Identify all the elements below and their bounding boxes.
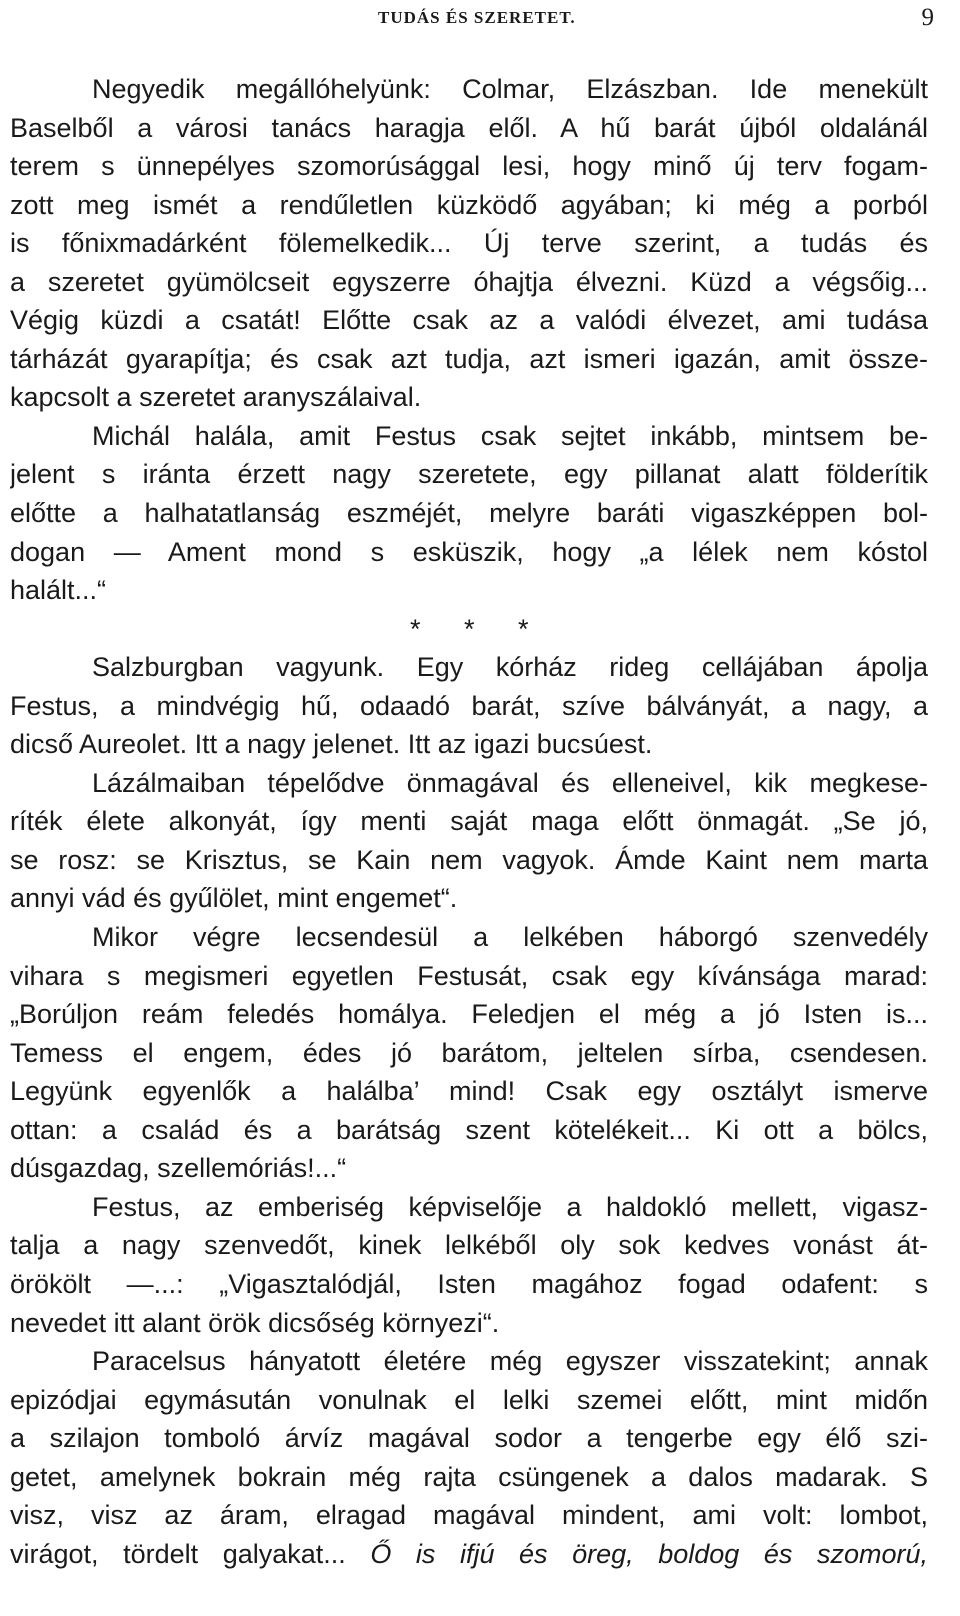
text-line: ríték élete alkonyát, így menti saját maga előtt önmagát. „Se jó, — [10, 806, 928, 837]
text-line: Legyünk egyenlők a halálba’ mind! Csak egy osztályt ismerve — [10, 1076, 928, 1107]
text-line: dúsgazdag, szellemóriás!...“ — [10, 1153, 347, 1184]
text-line: halált...“ — [10, 575, 107, 606]
text-line: se rosz: se Krisztus, se Kain nem vagyok. Ámde Kaint nem marta — [10, 844, 928, 875]
final-text-line — [10, 1535, 928, 1574]
text-line: tárházát gyarapítja; és csak azt tudja, azt ismeri igazán, amit össze- — [10, 343, 928, 374]
text-line: Lázálmaiban tépelődve önmagával és elleneivel, kik megkese- — [92, 767, 928, 798]
text-line: terem s ünnepélyes szomorúsággal lesi, hogy minő új terv fogam- — [10, 151, 928, 182]
text-line: Mikor végre lecsendesül a lelkében háborgó szenvedély — [92, 922, 928, 953]
text-line: Végig küzdi a csatát! Előtte csak az a valódi élvezet, ami tudása — [10, 305, 928, 336]
running-header — [0, 6, 960, 36]
section-separator: * * * — [410, 613, 547, 644]
final-line-plain: virágot, tördelt galyakat... — [10, 1538, 346, 1569]
text-line: dicső Aureolet. Itt a nagy jelenet. Itt az igazi bucsúest. — [10, 729, 653, 760]
text-line: kapcsolt a szeretet aranyszálaival. — [10, 382, 422, 413]
text-line: vihara s megismeri egyetlen Festusát, csak egy kívánsága marad: — [10, 960, 928, 991]
running-title: TUDÁS ÉS SZERETET. — [378, 8, 576, 27]
text-line: jelent s iránta érzett nagy szeretete, egy pillanat alatt földerítik — [10, 459, 928, 490]
text-line: annyi vád és gyűlölet, mint engemet“. — [10, 883, 458, 914]
text-line: visz, visz az áram, elragad magával mindent, ami volt: lombot, — [10, 1500, 928, 1531]
text-line: Temess el engem, édes jó barátom, jeltelen sírba, csendesen. — [10, 1037, 928, 1068]
text-line: nevedet itt alant örök dicsőség környezi“. — [10, 1307, 500, 1338]
text-line: a szilajon tomboló árvíz magával sodor a tengerbe egy élő szi- — [10, 1423, 928, 1454]
text-line: Negyedik megállóhelyünk: Colmar, Elzászban. Ide menekült — [92, 74, 928, 104]
text-line: „Borúljon reám feledés homálya. Feledjen el még a jó Isten is... — [10, 999, 928, 1030]
text-line: getet, amelynek bokrain még rajta csüngenek a dalos madarak. S — [10, 1461, 928, 1492]
text-line: Baselből a városi tanács haragja elől. A hű barát újból oldalánál — [10, 112, 928, 143]
text-line: Festus, a mindvégig hű, odaadó barát, szíve bálványát, a nagy, a — [10, 690, 928, 721]
text-line: előtte a halhatatlanság eszméjét, melyre baráti vigaszképpen bol- — [10, 498, 928, 529]
text-line: a szeretet gyümölcseit egyszerre óhajtja élvezni. Küzd a végsőig... — [10, 266, 928, 297]
text-line: Salzburgban vagyunk. Egy kórház rideg cellájában ápolja — [92, 652, 928, 683]
page-number: 9 — [921, 4, 934, 31]
text-line: talja a nagy szenvedőt, kinek lelkéből oly sok kedves vonást át- — [10, 1230, 928, 1261]
text-line: epizódjai egymásután vonulnak el lelki szemei előtt, mint midőn — [10, 1384, 928, 1415]
text-line: ottan: a család és a barátság szent kötelékeit... Ki ott a bölcs, — [10, 1114, 928, 1145]
text-line: Festus, az emberiség képviselője a haldokló mellett, vigasz- — [92, 1191, 928, 1222]
text-line: is főnixmadárként fölemelkedik... Új terve szerint, a tudás és — [10, 228, 928, 259]
text-line: Paracelsus hányatott életére még egyszer visszatekint; annak — [92, 1346, 928, 1377]
body-text — [10, 70, 928, 1573]
final-line-italic: Ő is ifjú és öreg, boldog és szomorú, — [370, 1538, 928, 1569]
text-line: Michál halála, amit Festus csak sejtet inkább, mintsem be- — [92, 420, 928, 451]
text-line: örökölt —...: „Vigasztalódjál, Isten magához fogad odafent: s — [10, 1268, 928, 1299]
text-line: zott meg ismét a rendűletlen küzködő agyában; ki még a porból — [10, 189, 928, 220]
text-line: dogan — Ament mond s esküszik, hogy „a lélek nem kóstol — [10, 536, 928, 567]
